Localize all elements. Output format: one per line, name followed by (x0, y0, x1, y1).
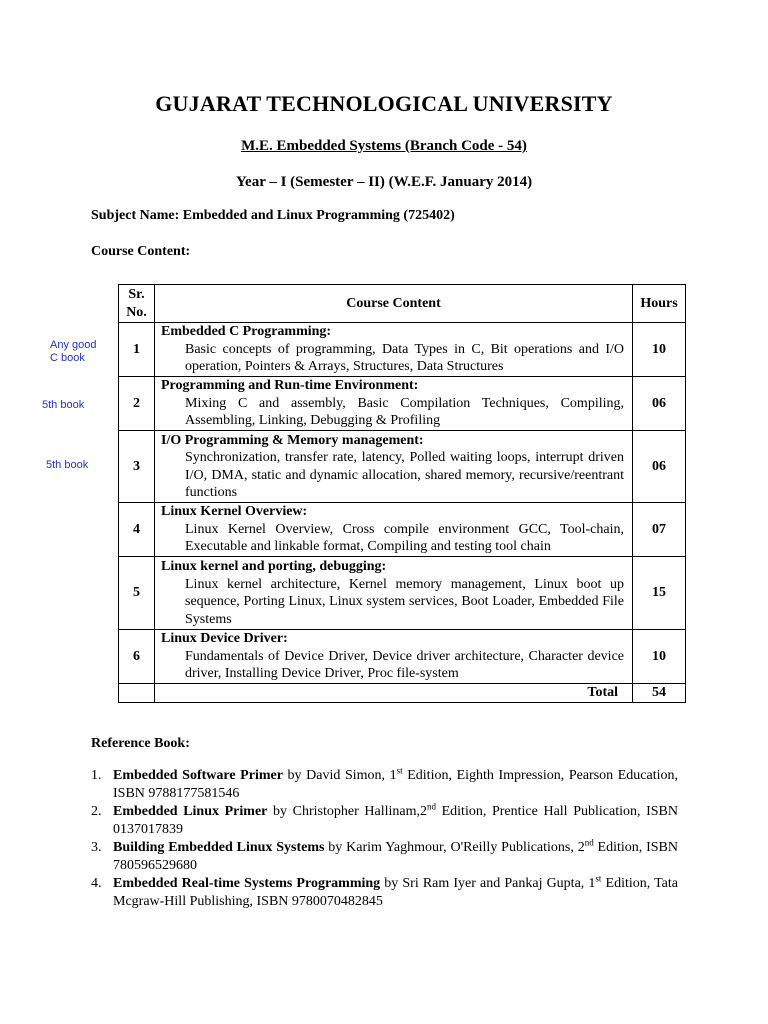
reference-superscript: st (595, 873, 602, 884)
reference-number: 2. (91, 804, 102, 819)
handwritten-note-5th-book-1: 5th book (42, 399, 85, 411)
row-sr: 5 (119, 557, 155, 630)
total-label: Total (155, 684, 633, 703)
year-semester: Year – I (Semester – II) (W.E.F. January 2014) (235, 174, 533, 190)
row-sr: 6 (119, 630, 155, 684)
reference-number: 4. (91, 876, 102, 891)
header-sr-no: Sr. No. (119, 285, 155, 323)
reference-superscript: st (396, 765, 403, 776)
reference-text: Edition, Prentice Hall Publication, ISBN 0137017839 (113, 804, 678, 837)
reference-text: Edition, Tata Mcgraw-Hill Publishing, ISBN 9780070482845 (113, 876, 678, 909)
row-title: Linux Kernel Overview: (161, 504, 308, 520)
table-row (119, 630, 686, 684)
row-hours: 07 (633, 503, 686, 557)
university-title: GUJARAT TECHNOLOGICAL UNIVERSITY (155, 91, 613, 116)
reference-text: by Christopher Hallinam,2 (267, 804, 427, 819)
row-description: Fundamentals of Device Driver, Device driver architecture, Character device driver, Installing Device Driver, Proc file-system (185, 648, 624, 682)
row-title: Linux kernel and porting, debugging: (161, 559, 387, 574)
table-header-row (119, 285, 686, 323)
row-content (155, 431, 633, 503)
row-hours: 15 (633, 557, 686, 630)
row-hours: 10 (633, 630, 686, 684)
header-course-content: Course Content (155, 285, 633, 323)
total-empty-cell (119, 684, 155, 703)
row-title: I/O Programming & Memory management: (161, 432, 424, 448)
reference-title: Embedded Linux Primer (113, 804, 268, 819)
row-sr: 4 (119, 503, 155, 557)
reference-number: 1. (91, 768, 102, 783)
handwritten-note-5th-book-2: 5th book (46, 459, 89, 471)
row-description: Mixing C and assembly, Basic Compilation Techniques, Compiling, Assembling, Linking, Debugging & Profiling (185, 395, 624, 429)
course-content-heading: Course Content: (91, 244, 191, 259)
table-row (119, 431, 686, 503)
row-content (155, 377, 633, 431)
reference-title: Building Embedded Linux Systems (113, 840, 325, 855)
row-description: Linux Kernel Overview, Cross compile environment GCC, Tool-chain, Executable and linkable format, Compiling and testing tool chain (185, 521, 624, 555)
reference-title: Embedded Real-time Systems Programming (113, 876, 381, 891)
header-hours: Hours (633, 285, 686, 323)
total-hours: 54 (633, 684, 686, 703)
row-content (155, 503, 633, 557)
row-description: Linux kernel architecture, Kernel memory management, Linux boot up sequence, Porting Linux, Linux system services, Boot Loader, Embedded File Systems (185, 576, 624, 627)
row-sr: 2 (119, 377, 155, 431)
row-title: Linux Device Driver: (161, 631, 288, 647)
reference-list (91, 767, 678, 911)
table-row (119, 503, 686, 557)
row-content (155, 557, 633, 630)
subject-name: Subject Name: Embedded and Linux Programming (725402) (91, 208, 455, 223)
handwritten-note-c-book: Any good C book (50, 339, 97, 364)
table-row (119, 377, 686, 431)
row-sr: 3 (119, 431, 155, 503)
reference-superscript: nd (426, 801, 436, 812)
row-description: Basic concepts of programming, Data Types in C, Bit operations and I/O operation, Pointers & Arrays, Structures, Data Structures (185, 341, 624, 375)
program-title: M.E. Embedded Systems (Branch Code - 54) (241, 138, 527, 154)
table-row (119, 557, 686, 630)
row-description: Synchronization, transfer rate, latency, Polled waiting loops, interrupt driven I/O, DMA, static and dynamic allocation, shared memory, recursive/reentrant functions (185, 450, 624, 500)
course-content-table (118, 284, 686, 703)
row-title: Programming and Run-time Environment: (161, 378, 419, 394)
reference-number: 3. (91, 840, 102, 855)
table-total-row (119, 684, 686, 703)
reference-text: Edition, Eighth Impression, Pearson Education, ISBN 9788177581546 (113, 768, 679, 801)
row-content (155, 630, 633, 684)
row-hours: 06 (633, 431, 686, 503)
list-item (91, 803, 678, 839)
row-content (155, 323, 633, 377)
row-hours: 10 (633, 323, 686, 377)
row-hours: 06 (633, 377, 686, 431)
list-item (91, 875, 678, 911)
reference-text: by Sri Ram Iyer and Pankaj Gupta, 1 (380, 876, 596, 891)
list-item (91, 767, 678, 803)
reference-text: by David Simon, 1 (282, 768, 397, 783)
row-sr: 1 (119, 323, 155, 377)
reference-text: by Karim Yaghmour, O'Reilly Publications, 2 (324, 840, 585, 855)
reference-book-heading: Reference Book: (91, 736, 190, 751)
table-row (119, 323, 686, 377)
reference-superscript: nd (584, 837, 594, 848)
reference-text: Edition, ISBN 780596529680 (113, 840, 679, 873)
reference-title: Embedded Software Primer (113, 768, 283, 783)
row-title: Embedded C Programming: (161, 324, 332, 340)
list-item (91, 839, 678, 875)
